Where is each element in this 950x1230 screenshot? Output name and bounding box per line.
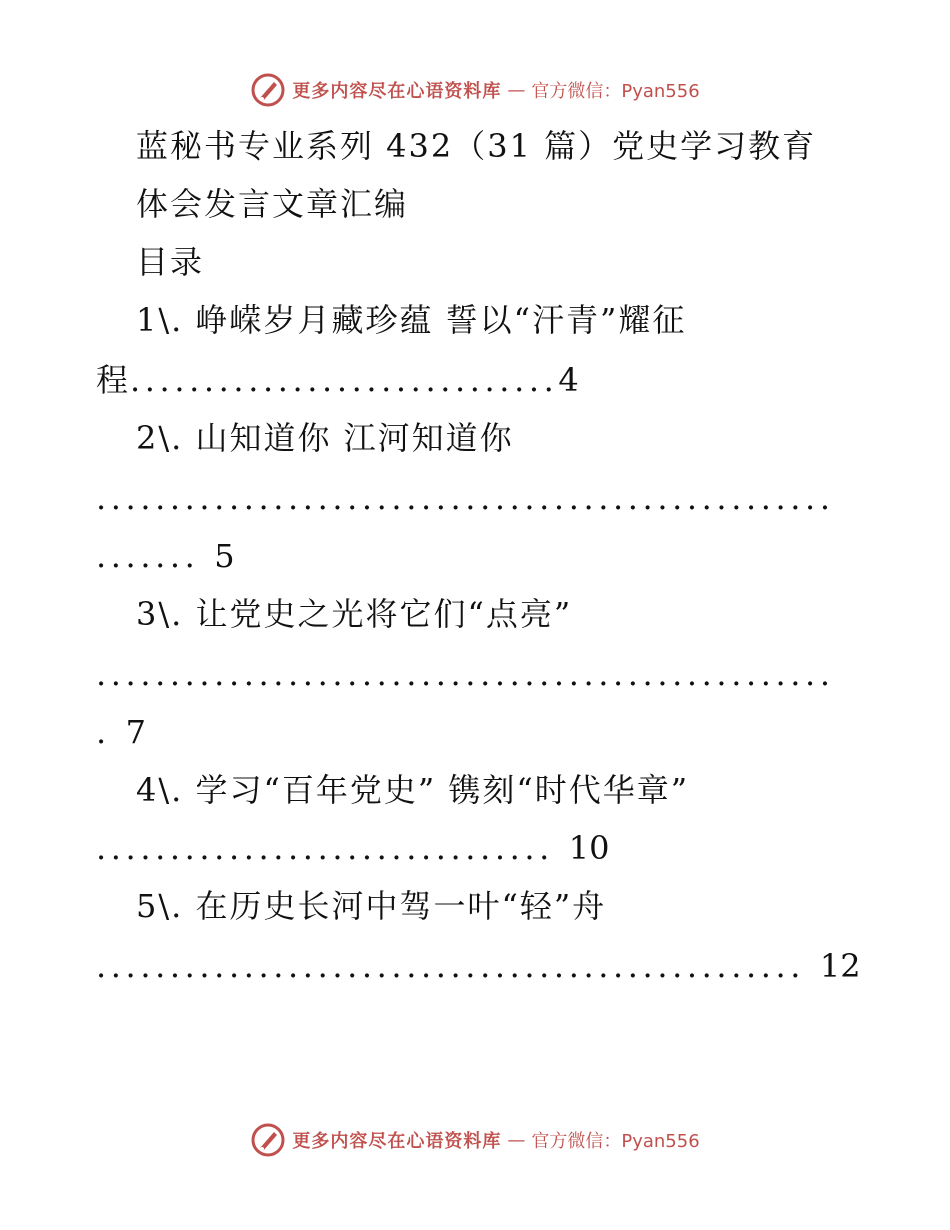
watermark-site-text: 更多内容尽在心语资料库 [292,1131,502,1152]
toc-entry-3-title[interactable]: 3\. 让党史之光将它们“点亮” [136,595,573,633]
watermark-wechat-text: 官方微信：Pyan556 [531,81,700,102]
document-title-line1: 蓝秘书专业系列 432（31 篇）党史学习教育 [136,127,817,165]
toc-entry-2-title[interactable]: 2\. 山知道你 江河知道你 [136,419,514,457]
toc-entry-2-page-number: 5 [214,537,235,575]
toc-heading: 目录 [136,243,205,281]
toc-entry-1-page-number: 4 [558,361,581,399]
watermark-dash: — [507,1129,526,1151]
header-watermark [0,70,950,110]
pen-circle-logo-icon [250,72,286,108]
watermark-dash: — [507,79,526,101]
toc-entry-2-leader-dots-end: ....... [96,537,200,575]
toc-entry-4-row-end[interactable] [96,828,609,868]
toc-entry-3-leader-dots: .................................................. [96,655,835,693]
toc-entry-4-title[interactable]: 4\. 学习“百年党史” 镌刻“时代华章” [136,771,690,809]
toc-entry-2-row-end[interactable] [96,536,235,576]
pen-circle-logo-icon [250,1122,286,1158]
toc-entry-5-row-end[interactable] [96,946,861,986]
toc-entry-5-leader-dots: ................................................ [96,947,806,985]
toc-entry-1-leader-dots: ............................. [130,361,559,399]
toc-entry-4-leader-dots: ............................... [96,829,554,867]
toc-entry-3-leader-dots-end: . [96,713,111,751]
toc-entry-1-title-tail: 程 [96,361,131,399]
toc-entry-5-title[interactable]: 5\. 在历史长河中驾一叶“轻”舟 [136,887,607,925]
toc-entry-2-leader-dots: .................................................. [96,479,835,517]
watermark-site-text: 更多内容尽在心语资料库 [292,81,502,102]
toc-entry-4-page-number: 10 [568,829,610,867]
toc-entry-5-page-number: 12 [819,947,861,985]
watermark-wechat-text: 官方微信：Pyan556 [531,1131,700,1152]
toc-entry-1-title[interactable]: 1\. 峥嵘岁月藏珍蕴 誓以“汗青”耀征 [136,301,687,339]
toc-entry-1-row[interactable] [96,360,581,400]
footer-watermark [0,1120,950,1160]
toc-entry-3-row-end[interactable] [96,712,146,752]
document-title-line2: 体会发言文章汇编 [136,185,409,223]
toc-entry-3-page-number: 7 [125,713,146,751]
